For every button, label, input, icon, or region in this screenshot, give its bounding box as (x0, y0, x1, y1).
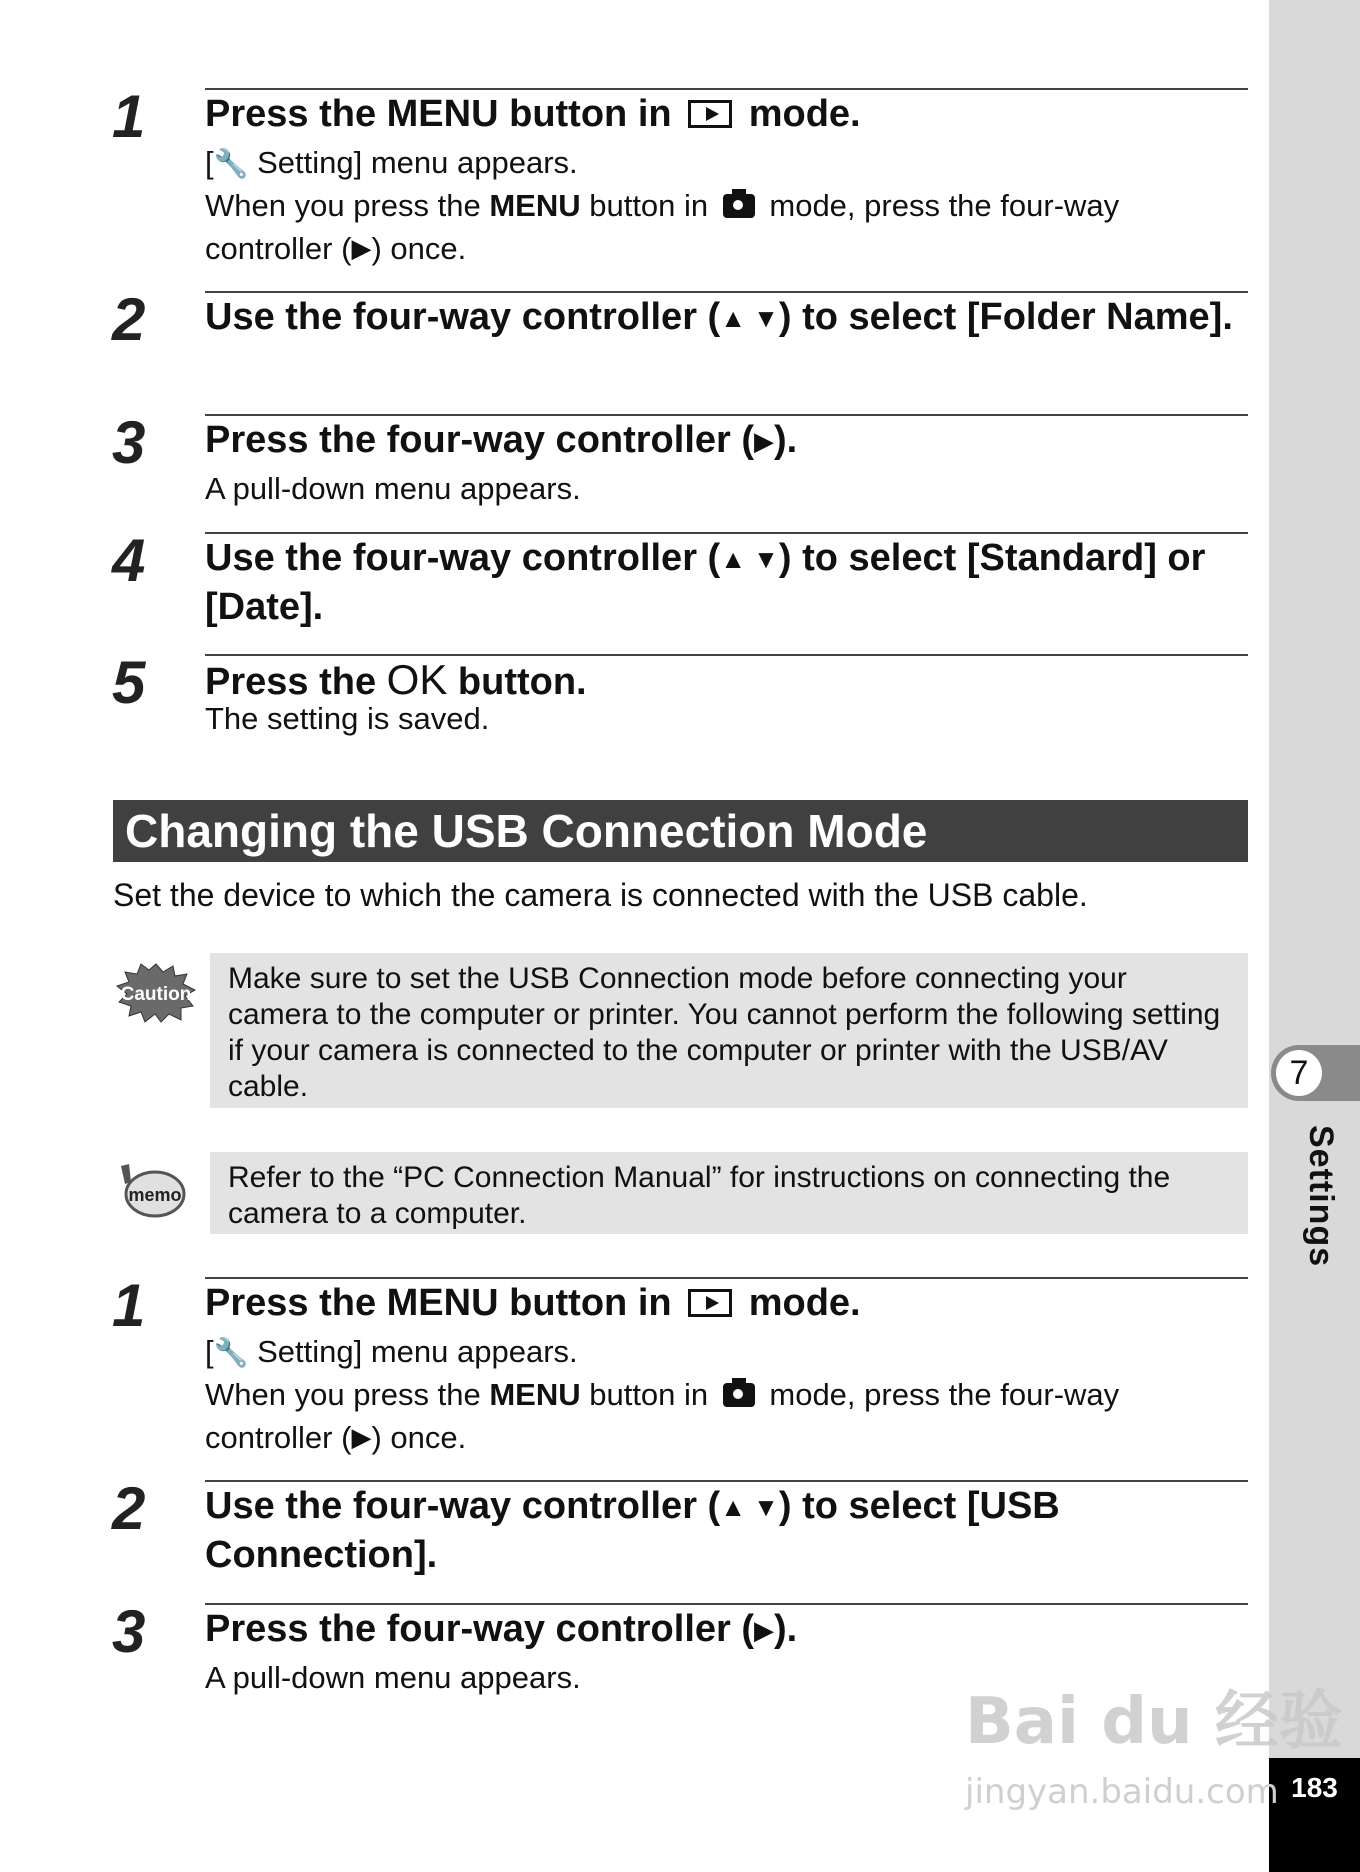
step-title: Use the four-way controller (▲ ▼) to select [Standard] or [Date]. (205, 537, 1206, 628)
menu-button-label: MENU (386, 93, 499, 135)
camera-mode-icon (723, 1383, 755, 1407)
step-number: 2 (112, 286, 146, 353)
caution-note: Make sure to set the USB Connection mode before connecting your camera to the computer or printer. You cannot perform the following setting if your camera is connected to the computer or printer with the USB/AV cable. (210, 953, 1248, 1108)
right-arrow-icon: ▶ (754, 1615, 775, 1645)
memo-icon (115, 1160, 187, 1222)
step-number: 3 (112, 409, 146, 476)
wrench-icon: 🔧 (213, 148, 249, 179)
step-number: 3 (112, 1598, 146, 1665)
memo-icon-label: memo (128, 1185, 182, 1205)
step-title: Press the OK button. (205, 656, 587, 703)
step-description: [🔧 Setting] menu appears. When you press the MENU button in mode, press the four-way controller (▶) once. (205, 1331, 1238, 1459)
step-title: Press the four-way controller (▶). (205, 1605, 1248, 1654)
step-number: 1 (112, 83, 146, 150)
chapter-sidebar (1269, 0, 1360, 1872)
up-down-arrows-icon: ▲ ▼ (720, 303, 779, 333)
wrench-icon: 🔧 (213, 1337, 249, 1368)
watermark-logo: Bai du 经验 (965, 1685, 1343, 1759)
right-arrow-icon: ▶ (351, 1422, 372, 1452)
step-title: Press the four-way controller (▶). (205, 416, 1248, 465)
caution-icon (115, 962, 197, 1024)
right-arrow-icon: ▶ (754, 426, 775, 456)
playback-mode-icon (688, 1289, 732, 1317)
chapter-number: 7 (1276, 1050, 1322, 1096)
up-down-arrows-icon: ▲ ▼ (720, 544, 779, 574)
caution-icon-label: Caution (120, 984, 192, 1005)
page-number: 183 (1291, 1772, 1338, 1803)
step-title: Use the four-way controller (▲ ▼) to select [USB Connection]. (205, 1485, 1060, 1576)
section-intro: Set the device to which the camera is connected with the USB cable. (113, 877, 1088, 913)
chapter-label: Settings (1302, 1125, 1340, 1268)
step-description: [🔧 Setting] menu appears. When you press the MENU button in mode, press the four-way controller (▶) once. (205, 142, 1238, 270)
step-description: A pull-down menu appears. (205, 471, 581, 506)
menu-button-label: MENU (489, 1377, 581, 1412)
camera-mode-icon (723, 194, 755, 218)
step-number: 2 (112, 1475, 146, 1542)
step-title: Press the MENU button in mode. (205, 93, 861, 135)
section-title: Changing the USB Connection Mode (113, 800, 1248, 862)
step-number: 1 (112, 1272, 146, 1339)
watermark-url: jingyan.baidu.com (965, 1772, 1279, 1812)
up-down-arrows-icon: ▲ ▼ (720, 1492, 779, 1522)
step-number: 5 (112, 649, 146, 716)
step-description: A pull-down menu appears. (205, 1660, 581, 1695)
memo-note: Refer to the “PC Connection Manual” for instructions on connecting the camera to a computer. (210, 1152, 1248, 1234)
step-number: 4 (112, 527, 146, 594)
playback-mode-icon (688, 100, 732, 128)
step-description: The setting is saved. (205, 701, 490, 736)
step-title: Use the four-way controller (▲ ▼) to select [Folder Name]. (205, 293, 1248, 342)
step-title: Press the MENU button in mode. (205, 1282, 861, 1324)
menu-button-label: MENU (489, 188, 581, 223)
right-arrow-icon: ▶ (351, 233, 372, 263)
menu-button-label: MENU (386, 1282, 499, 1324)
ok-button-label: OK (386, 656, 448, 703)
